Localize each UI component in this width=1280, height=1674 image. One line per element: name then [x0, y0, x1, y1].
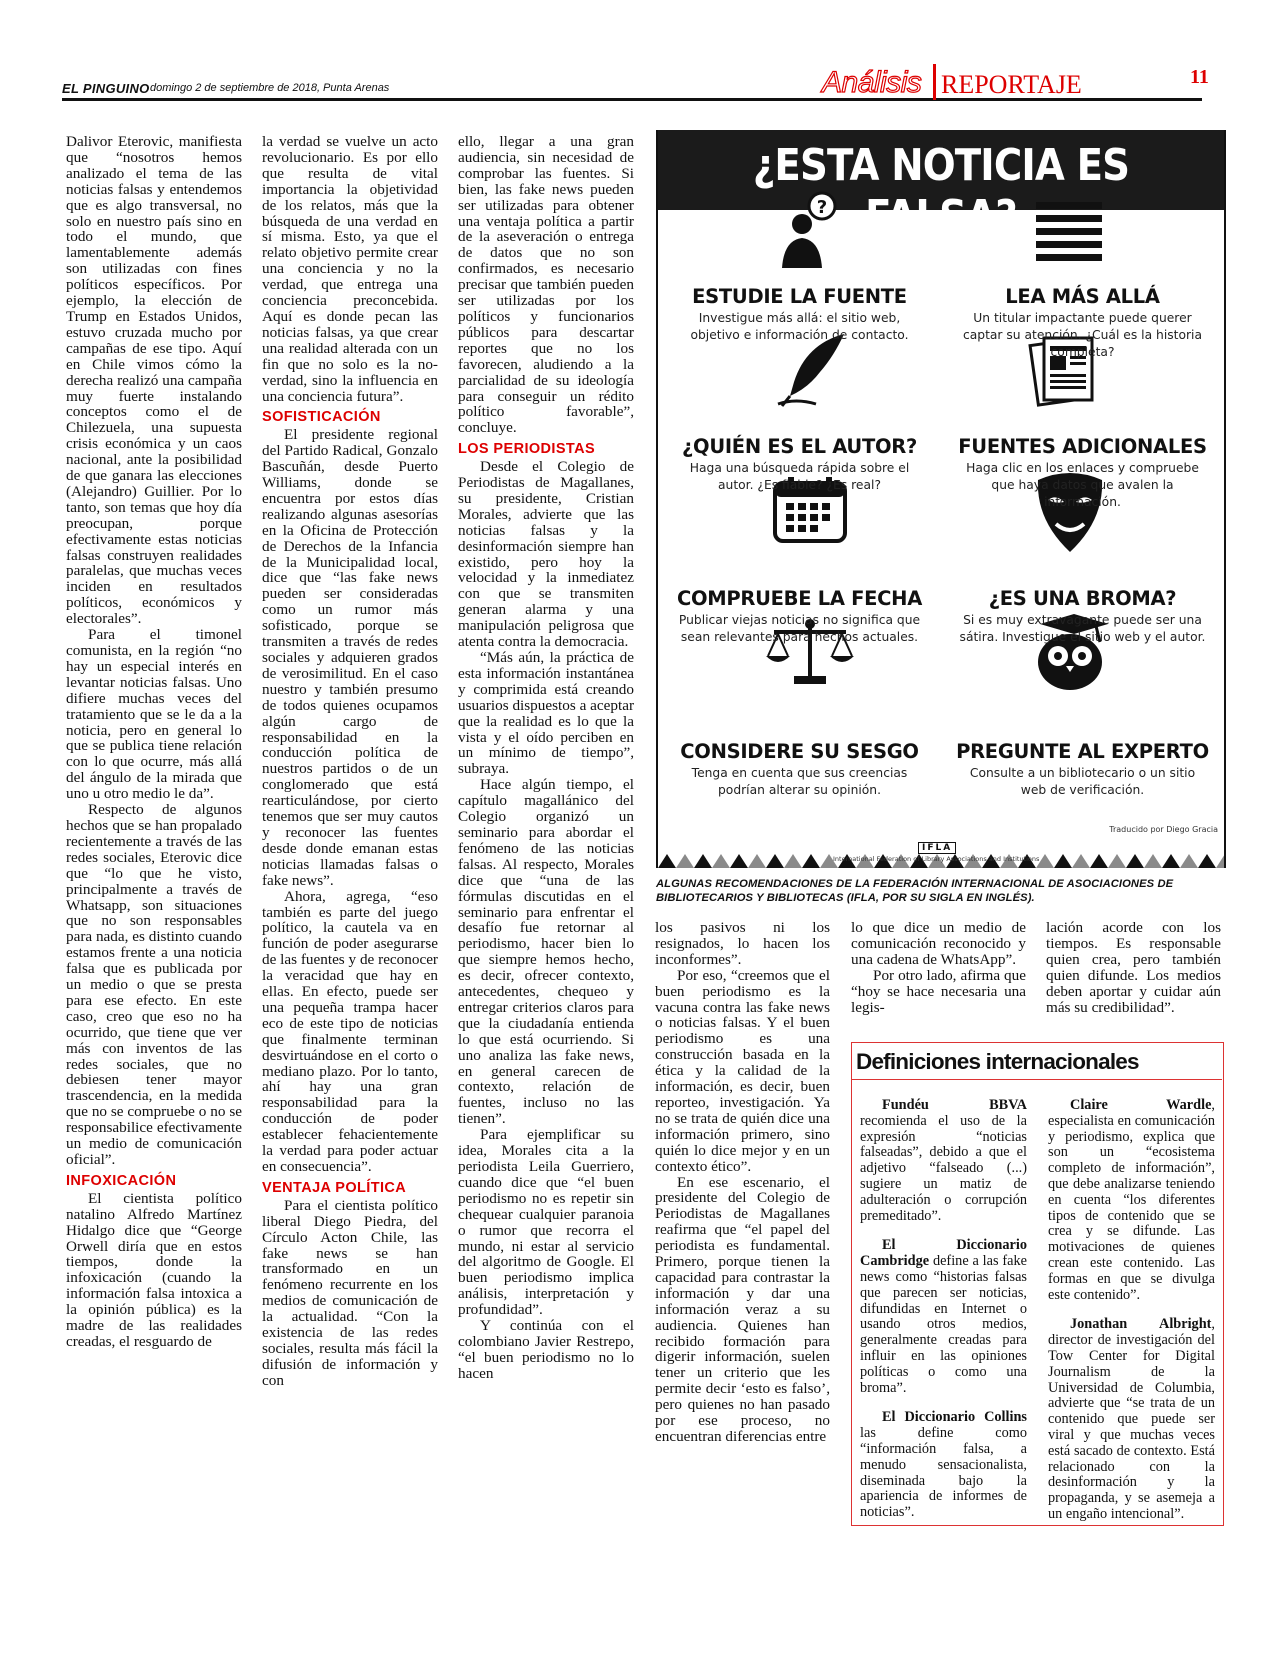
zigzag-triangle — [802, 854, 820, 868]
zigzag-triangle — [748, 854, 766, 868]
paragraph: En ese escenario, el presidente del Colegio de Periodistas de Magallanes reafirma que “el papel del periodista es fundamental. Primero, porque tienen la capacidad para contrastar la información y dar una información veraz a su audiencia. Quienes han recibido formación para digerir información, suelen tener un criterio que les permite decir ‘esto es falso’, pero quienes no han pasado por ese proceso, no encuentran diferencias entre — [655, 1173, 830, 1445]
subheading-los-periodistas: LOS PERIODISTAS — [458, 441, 596, 458]
zigzag-triangle — [712, 854, 730, 868]
definition-albright — [1048, 1317, 1215, 1522]
newspaper-brand: EL PINGUINO — [62, 81, 150, 96]
definition-source: Claire Wardle — [1070, 1097, 1212, 1113]
paragraph: Desde el Colegio de Periodistas de Magallanes, su presidente, Cristian Morales, advierte que las noticias falsas y la desinformación siempre han existido, pero hoy la velocidad y la inmediatez con que se transmiten generan alarma y una manipulación peligrosa que atenta contra la democracia. — [458, 458, 634, 651]
zigzag-triangle — [1198, 854, 1216, 868]
tip-title: LEA MÁS ALLÁ — [1005, 285, 1160, 308]
fake-news-infographic — [656, 130, 1226, 868]
tip-desc: Consulte a un bibliotecario o un sitio web de verificación. — [969, 766, 1196, 797]
page-number: 11 — [1190, 66, 1209, 88]
ifla-org-name: International Federation of Library Associations and Institutions — [833, 855, 1040, 863]
zigzag-triangle — [1144, 854, 1162, 868]
definitions-title: Definiciones internacionales — [856, 1049, 1139, 1074]
document-lines-icon — [1034, 198, 1104, 270]
tip-desc: Haga una búsqueda rápida sobre el autor. ¿Es fiable? ¿Es real? — [689, 461, 910, 492]
person-question-icon — [774, 190, 844, 270]
tip-title: FUENTES ADICIONALES — [958, 435, 1207, 458]
paragraph: Hace algún tiempo, el capítulo magallánico del Colegio organizó un seminario para abordar el fenómeno de las noticias falsas. Al respecto, Morales dice que “una de las fórmulas discutidas en el seminario para enfrentar el desafío fue retornar al periodismo, hacer bien lo que siempre hemos hecho, es decir, ofrecer contexto, antecedentes, chequeo y entregar criterios claros para que la ciudadanía entienda lo que está ocurriendo. Si uno analiza las fake news, en general carecen de contexto, relación de fuentes, incluso no las tienen”. — [458, 776, 634, 1128]
definition-text: define a las fake news como “historias falsas que parecen ser noticias, difundidas en Internet o usando otros medios, generalmente creadas para influir en las opiniones políticas o como una broma”. — [860, 1253, 1027, 1396]
article-column-6 — [1046, 920, 1221, 1015]
ifla-logo: IFLA — [918, 842, 956, 854]
section-divider — [933, 64, 936, 100]
definition-source: El Diccionario Cambridge — [860, 1237, 1027, 1270]
article-column-5 — [851, 920, 1026, 1015]
infographic-caption: ALGUNAS RECOMENDACIONES DE LA FEDERACIÓN INTERNACIONAL DE ASOCIACIONES DE BIBLIOTECARIOS Y BIBLIOTECAS (IFLA, POR SU SIGLA EN INGLÉS). — [656, 878, 1174, 904]
tip-desc: Investigue más allá: el sitio web, objetivo e información de contacto. — [690, 311, 909, 342]
zigzag-triangle — [1162, 854, 1180, 868]
paragraph: lación acorde con los tiempos. Es responsable quien crea, pero también quien difunde. Los medios deben aportar y cuidar aún más su credibilidad”. — [1046, 919, 1221, 1016]
zigzag-triangle — [694, 854, 712, 868]
definitions-column-right — [1048, 1098, 1215, 1537]
definition-text: , director de investigación del Tow Center for Digital Journalism de la Universidad de Columbia, advierte que “se trata de un contenido que puede ser viral y que muchas veces está sacado de contexto. Está relacionado con la desinformación y la propaganda, y se asemeja a un engaño intencional”. — [1048, 1316, 1215, 1522]
tip-title: ESTUDIE LA FUENTE — [692, 285, 907, 308]
zigzag-triangle — [1216, 854, 1224, 868]
tip-desc: Un titular impactante puede querer captar su atención. ¿Cuál es la historia completa? — [962, 311, 1203, 359]
definition-text: las define como “información falsa, a menudo sensacionalista, diseminada bajo la apariencia de informes de noticias”. — [860, 1425, 1027, 1521]
zigzag-triangle — [730, 854, 748, 868]
tip-title: ¿QUIÉN ES EL AUTOR? — [682, 435, 917, 458]
tip-desc: Si es muy extravagante puede ser una sátira. Investigue el sitio web y el autor. — [959, 613, 1206, 644]
paragraph: Y continúa con el colombiano Javier Restrepo, “el buen periodismo no lo hacen — [458, 1317, 634, 1382]
paragraph: lo que dice un medio de comunicación reconocido y una cadena de WhatsApp”. — [851, 919, 1026, 968]
zigzag-triangle — [1072, 854, 1090, 868]
definition-cambridge — [860, 1238, 1027, 1396]
zigzag-triangle — [1090, 854, 1108, 868]
svg-text:?: ? — [816, 197, 828, 218]
paragraph: Por otro lado, afirma que “hoy se hace necesaria una legis- — [851, 966, 1026, 1016]
definitions-column-left — [860, 1098, 1027, 1535]
section-label: REPORTAJE — [941, 70, 1082, 99]
paragraph: Ahora, agrega, “eso también es parte del juego político, la cautela va en función de poder asegurarse de las fuentes y de reconocer la veracidad que hay en ellas. En efecto, puede ser una pequeña trampa hacer eco de este tipo de noticias que finalmente terminan desvirtuándose en el corto o mediano plazo. Por lo tanto, ahí hay una gran responsabilidad para la conducción de poder establecer fehacientemente la verdad para poder actuar en consecuencia”. — [262, 887, 438, 1175]
zigzag-triangle — [676, 854, 694, 868]
zigzag-triangle — [1108, 854, 1126, 868]
zigzag-triangle — [784, 854, 802, 868]
paragraph: Dalivor Eterovic, manifiesta que “nosotros hemos analizado el tema de las noticias falsas y entendemos que es algo transversal, no solo en nuestro país sino en todo el mundo, que lamentablemente además son utilizadas con fines políticos específicos. Por ejemplo, la elección de Trump en Estados Unidos, estuvo cruzada mucho por campañas de ese tipo. Aquí en Chile vimos cómo la derecha realizó una campaña muy fuerte instalando conceptos como el de Chilezuela, una supuesta crisis económica y un caos nacional, ante la posibilidad de que ganara las elecciones (Alejandro) Guillier. Por lo tanto, son temas que hoy día preocupan, porque efectivamente estas noticias falsas construyen realidades paralelas, que muchas veces inciden en resultados políticos, económicos y electorales”. — [66, 133, 242, 628]
zigzag-triangle — [1180, 854, 1198, 868]
definition-collins — [860, 1410, 1027, 1521]
article-column-3 — [458, 134, 634, 1382]
paragraph: Para el cientista político liberal Diego Piedra, del Círculo Acton Chile, las fake news se han transformado en un fenómeno recurrente en los medios de comunicación de la actualidad. “Con la existencia de las redes sociales, resulta más fácil la difusión de información y con — [262, 1196, 438, 1389]
section-analisis-label: Análisis — [822, 66, 922, 99]
tip-title: CONSIDERE SU SESGO — [680, 740, 919, 763]
paragraph: Por eso, “creemos que el buen periodismo es la vacuna contra las fake news o noticias falsas. Y el buen periodismo es una construcción basada en la ética y la calidad de la información, es decir, buen reporteo, investigación. Ya no se trata de quién dice una información primero, sino quién lo dice mejor y en un contexto ético”. — [655, 966, 830, 1175]
tip-title: COMPRUEBE LA FECHA — [677, 587, 922, 610]
definition-fundeu — [860, 1098, 1027, 1224]
definition-text: , especialista en comunicación y periodismo, explica que son un “ecosistema completo de información”, que debe analizarse teniendo en cuenta “los diferentes tipos de contenido que se crea y se difunde. Las motivaciones de quienes crean este contenido. Las formas en que se divulga este contenido”. — [1048, 1097, 1215, 1303]
definitions-rule — [852, 1079, 1222, 1080]
definition-source: Jonathan Albright — [1070, 1316, 1212, 1333]
tip-title: ¿ES UNA BROMA? — [988, 587, 1177, 610]
tip-title: PREGUNTE AL EXPERTO — [956, 740, 1209, 763]
edition-date: domingo 2 de septiembre de 2018, Punta Arenas — [150, 82, 390, 94]
paragraph: ello, llegar a una gran audiencia, sin necesidad de comprobar las fuentes. Si bien, las fake news pueden ser utilizadas para obtener una ventaja política a partir de la aseveración o entrega de datos que no son confirmados, es necesario precisar que también pueden ser utilizadas por los políticos y funcionarios públicos para descartar reportes que no los favorecen, aludiendo a la parcialidad de su ideología para conseguir un rédito político favorable”, concluye. — [458, 133, 634, 437]
infographic-title: ¿ESTA NOTICIA ES FALSA? — [752, 140, 1130, 242]
tip-desc: Tenga en cuenta que sus creencias podrían alterar su opinión. — [691, 766, 908, 797]
subheading-infoxicacion: INFOXICACIÓN — [66, 1172, 177, 1189]
article-column-1 — [66, 134, 242, 1350]
paragraph: la verdad se vuelve un acto revolucionario. Es por ello que resulta de vital importancia la objetividad de los relatos, más que la búsqueda de una verdad en sí misma. Esto, ya que el relato objetivo permite crear una conciencia y no la verdad, que entrega una conciencia preconcebida. Aquí es donde pecan las noticias falsas, ya que crear una realidad alterada con un fin que no solo es la no-verdad, sino la influencia en una conciencia futura”. — [262, 133, 438, 405]
zigzag-triangle — [658, 854, 676, 868]
subheading-ventaja-politica: VENTAJA POLÍTICA — [262, 1179, 407, 1196]
paragraph: Para ejemplificar su idea, Morales cita a la periodista Leila Guerriero, cuando dice que “el buen periodismo no es repetir sin chequear cualquier paranoia o rumor que recorra el mundo, ni estar al servicio del algoritmo de Google. El buen periodismo implica análisis, interpretación y profundidad”. — [458, 1126, 634, 1319]
zigzag-triangle — [1126, 854, 1144, 868]
definition-wardle — [1048, 1098, 1215, 1303]
tip-desc: Publicar viejas noticias no significa que sean relevantes para hechos actuales. — [678, 613, 921, 644]
definition-text: recomienda el uso de la expresión “noticias falseadas”, debido a que el adjetivo “falseado (...) sugiere un matiz de adulteración o corrupción premeditado”. — [860, 1112, 1027, 1224]
definition-source: Fundéu BBVA — [882, 1097, 1027, 1113]
tip-desc: Haga clic en los enlaces y compruebe que haya datos que avalen la información. — [966, 461, 1199, 509]
zigzag-triangle — [1054, 854, 1072, 868]
infographic-credit: Traducido por Diego Gracia — [1109, 825, 1218, 834]
subheading-sofisticacion: SOFISTICACIÓN — [262, 409, 381, 426]
paragraph: El presidente regional del Partido Radical, Gonzalo Bascuñán, desde Puerto Williams, donde se encuentra por estos días realizando algunas asesorías en la Oficina de Protección de Derechos de la Infancia de la Municipalidad local, dice que “las fake news pueden ser consideradas como un rumor más sofisticado, porque se transmiten a través de redes sociales y adquieren grados de verosimilitud. En el caso nuestro y también presumo de todos quienes ocupamos algún cargo de responsabilidad en la conducción política de nuestros partidos o de un conglomerado que está rearticulándose, por cierto tenemos que ser muy cautos y reconocer las fuentes desde donde emanan estas noticias llamadas falsas o fake news”. — [262, 426, 438, 889]
paragraph: Respecto de algunos hechos que se han propalado recientemente a través de las redes sociales, Eterovic dice que “lo que he visto, principalmente a través de Whatsapp, son situaciones que no son responsables para nada, es distinto cuando estamos frente a una noticia falsa que es publicada por un medio o que se presta para ese efecto. En este caso, creo que eso no ha ocurrido, que tiene que ver más con inventos de las redes sociales, que no debiesen tener mayor trascendencia, en la medida que no se compruebe o no se responsabilice efectivamente un medio de comunicación oficial”. — [66, 801, 242, 1168]
paragraph: “Más aún, la práctica de esta información instantánea y comprimida está creando usuarios dispuestos a aceptar que la realidad es lo que la vista y el oído perciben en un mínimo de tiempo”, subraya. — [458, 649, 634, 778]
paragraph: los pasivos ni los resignados, lo hacen los inconformes”. — [655, 919, 830, 968]
paragraph: Para el timonel comunista, en la región “no hay un especial interés en levantar noticias falsas. Uno difiere muchas veces del tratamiento que se le da a la noticia, pero en general lo que se publica tiene relación con lo que ocurre, más allá del ángulo de la mirada que uno u otro medio le da”. — [66, 626, 242, 803]
article-column-4 — [655, 920, 830, 1445]
article-column-2 — [262, 134, 438, 1389]
definition-source: El Diccionario Collins — [882, 1409, 1027, 1426]
zigzag-triangle — [766, 854, 784, 868]
paragraph: El cientista político natalino Alfredo Martínez Hidalgo dice que “George Orwell diría que en estos tiempos, donde la infoxicación (cuando la información falsa intoxica a la opinión pública) es la madre de las realidades creadas, el resguardo de — [66, 1189, 242, 1350]
